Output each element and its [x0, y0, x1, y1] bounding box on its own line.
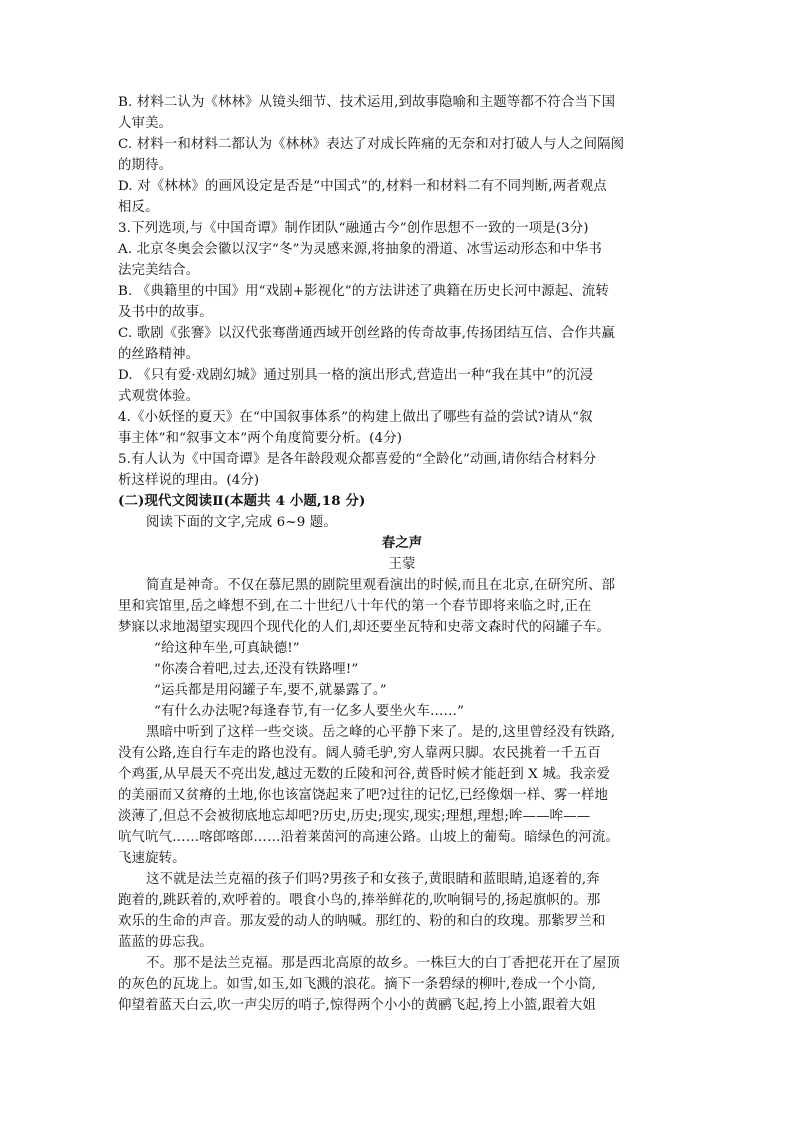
paragraph-4-line-1: 不。那不是法兰克福。那是西北高原的故乡。一株巨大的白丁香把花开在了屋顶: [146, 956, 620, 971]
passage-title: 春之声: [381, 535, 423, 551]
paragraph-2-line-4: 的美丽而又贫瘠的土地,你也该富饶起来了吧?过往的记忆,已经像烟一样、雾一样地: [118, 788, 609, 803]
q3-option-b-line-1: B. 《典籍里的中国》用“戏剧+影视化”的方法讲述了典籍在历史长河中源起、流转: [118, 284, 610, 299]
q3-option-d-line-2: 式观赏体验。: [118, 389, 200, 404]
paragraph-4-line-2: 的灰色的瓦垅上。如雪,如玉,如飞溅的浪花。摘下一条碧绿的柳叶,卷成一个小筒,: [118, 977, 597, 992]
question-4-line-2: 事主体”和“叙事文本”两个角度简要分析。(4分): [118, 431, 403, 446]
paragraph-3-line-2: 跑着的,跳跃着的,欢呼着的。喂食小鸟的,捧举鲜花的,吹响铜号的,扬起旗帜的。那: [118, 893, 601, 908]
paragraph-2-line-6: 吭气吭气……喀郎喀郎……沿着莱茵河的高速公路。山坡上的葡萄。暗绿色的河流。: [118, 830, 620, 845]
dialogue-4: “有什么办法呢?每逢春节,有一亿多人要坐火车……”: [154, 704, 465, 719]
passage-author: 王蒙: [388, 557, 416, 572]
option-b-line-2: 人审美。: [118, 116, 173, 131]
paragraph-3-line-4: 蓝蓝的毋忘我。: [118, 935, 213, 950]
question-5-line-1: 5.有人认为《中国奇谭》是各年龄段观众都喜爱的“全龄化”动画,请你结合材料分: [118, 452, 597, 467]
option-c-line-1: C. 材料一和材料二都认为《林林》表达了对成长阵痛的无奈和对打破人与人之间隔阂: [118, 137, 625, 152]
paragraph-2-line-1: 黑暗中听到了这样一些交谈。岳之峰的心平静下来了。是的,这里曾经没有铁路,: [146, 725, 616, 740]
q3-option-c-line-2: 的丝路精神。: [118, 347, 200, 362]
dialogue-2: “你凑合着吧,过去,还没有铁路哩!”: [154, 662, 359, 677]
paragraph-4-line-3: 仰望着蓝天白云,吹一声尖厉的哨子,惊得两个小小的黄鹂飞起,挎上小篮,跟着大姐: [118, 998, 597, 1013]
paragraph-1-line-2: 里和宾馆里,岳之峰想不到,在二十世纪八十年代的第一个春节即将来临之时,正在: [118, 599, 592, 614]
paragraph-1-line-1: 简直是神奇。不仅在慕尼黑的剧院里观看演出的时候,而且在北京,在研究所、部: [146, 578, 616, 593]
reading-instruction: 阅读下面的文字,完成 6~9 题。: [146, 515, 337, 530]
option-c-line-2: 的期待。: [118, 158, 173, 173]
dialogue-1: “给这种车坐,可真缺德!”: [154, 641, 300, 656]
paragraph-2-line-3: 个鸡蛋,从早晨天不亮出发,越过无数的丘陵和河谷,黄昏时候才能赶到 X 城。我亲爱: [118, 767, 611, 782]
paragraph-2-line-2: 没有公路,连自行车走的路也没有。阔人骑毛驴,穷人靠两只脚。农民挑着一千五百: [118, 746, 601, 761]
q3-option-b-line-2: 及书中的故事。: [118, 305, 213, 320]
q3-option-c-line-1: C. 歌剧《张謇》以汉代张骞凿通西域开创丝路的传奇故事,传扬团结互信、合作共赢: [118, 326, 616, 341]
option-d-line-2: 相反。: [118, 200, 159, 215]
q3-option-d-line-1: D. 《只有爱·戏剧幻城》通过别具一格的演出形式,营造出一种“我在其中”的沉浸: [118, 368, 594, 383]
dialogue-3: “运兵都是用闷罐子车,要不,就暴露了。”: [154, 683, 387, 698]
option-d-line-1: D. 对《林林》的画风设定是否是“中国式”的,材料一和材料二有不同判断,两者观点: [118, 179, 607, 194]
option-b-line-1: B. 材料二认为《林林》从镜头细节、技术运用,到故事隐喻和主题等都不符合当下国: [118, 95, 616, 110]
q3-option-a-line-1: A. 北京冬奥会会徽以汉字“冬”为灵感来源,将抽象的滑道、冰雪运动形态和中华书: [118, 242, 602, 257]
paragraph-2-line-5: 淡薄了,但总不会被彻底地忘却吧?历史,历史;现实,现实;理想,理想;哞——哞——: [118, 809, 591, 824]
question-3: 3.下列选项,与《中国奇谭》制作团队“融通古今”创作思想不一致的一项是(3分): [118, 221, 589, 236]
q3-option-a-line-2: 法完美结合。: [118, 263, 200, 278]
paragraph-2-line-7: 飞速旋转。: [118, 851, 186, 866]
document-page: [118, 92, 686, 1016]
paragraph-3-line-1: 这不就是法兰克福的孩子们吗?男孩子和女孩子,黄眼睛和蓝眼睛,追逐着的,奔: [146, 872, 600, 887]
paragraph-3-line-3: 欢乐的生命的声音。那友爱的动人的呐喊。那红的、粉的和白的玫瑰。那紫罗兰和: [118, 914, 606, 929]
question-4-line-1: 4.《小妖怪的夏天》在“中国叙事体系”的构建上做出了哪些有益的尝试?请从“叙: [118, 410, 593, 425]
section-heading: (二)现代文阅读Ⅱ(本题共 4 小题,18 分): [118, 493, 366, 509]
paragraph-1-line-3: 梦寐以求地渴望实现四个现代化的人们,却还要坐瓦特和史蒂文森时代的闷罐子车。: [118, 620, 610, 635]
question-5-line-2: 析这样说的理由。(4分): [118, 473, 260, 488]
